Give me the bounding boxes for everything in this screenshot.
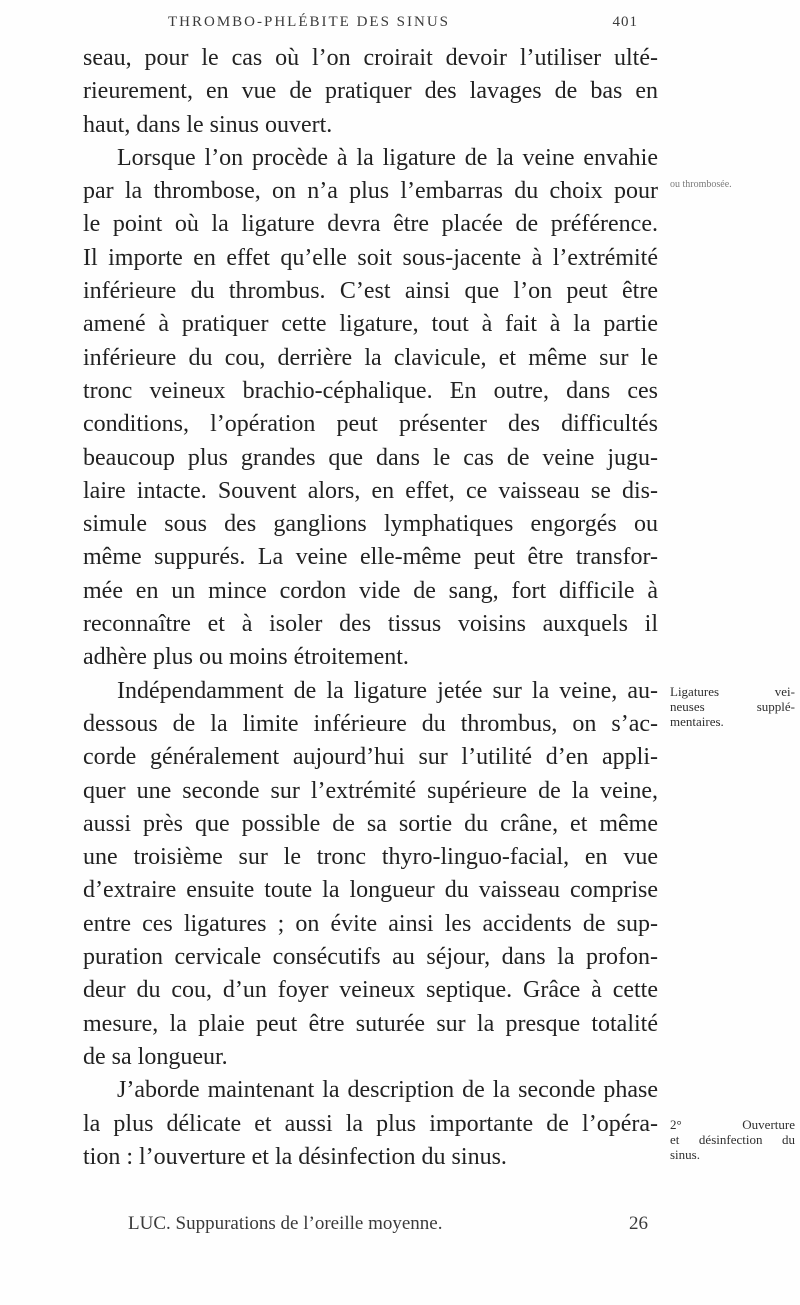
text-line: reconnaître et à isoler des tissus voisins auxquels il	[83, 611, 658, 638]
margin-note-line: sinus.	[670, 1147, 700, 1162]
text-line: une troisième sur le tronc thyro-linguo-facial, en vue	[83, 844, 658, 871]
text-line: haut, dans le sinus ouvert.	[83, 111, 333, 138]
text-line: puration cervicale consécutifs au séjour, dans la profon-	[83, 944, 658, 971]
text-line: le point où la ligature devra être placée de préférence.	[83, 211, 658, 238]
margin-note-ligatures	[670, 684, 795, 729]
page-number: 401	[612, 14, 638, 30]
margin-note-thrombosee	[670, 177, 795, 192]
text-line: tronc veineux brachio-céphalique. En outre, dans ces	[83, 377, 658, 404]
text-line: seau, pour le cas où l’on croirait devoir l’utiliser ulté-	[83, 45, 658, 71]
text-line: mesure, la plaie peut être suturée sur la presque totalité	[83, 1010, 658, 1037]
text-line: Il importe en effet qu’elle soit sous-jacente à l’extrémité	[83, 244, 658, 271]
text-line: Lorsque l’on procède à la ligature de la veine envahie	[117, 144, 658, 171]
text-line: beaucoup plus grandes que dans le cas de veine jugu-	[83, 444, 658, 471]
margin-note-line: neuses supplé-	[670, 699, 795, 714]
text-line: quer une seconde sur l’extrémité supérieure de la veine,	[83, 777, 658, 804]
text-line: d’extraire ensuite toute la longueur du vaisseau comprise	[83, 877, 658, 904]
text-line: par la thrombose, on n’a plus l’embarras du choix pour	[83, 178, 658, 205]
text-line: rieurement, en vue de pratiquer des lavages de bas en	[83, 78, 658, 105]
margin-note-ouverture	[670, 1117, 795, 1162]
footer-signature	[128, 1213, 648, 1235]
text-line: deur du cou, d’un foyer veineux septique. Grâce à cette	[83, 977, 658, 1004]
signature-text: LUC. Suppurations de l’oreille moyenne.	[128, 1213, 443, 1234]
text-line: inférieure du thrombus. C’est ainsi que l’on peut être	[83, 278, 658, 305]
text-line: laire intacte. Souvent alors, en effet, ce vaisseau se dis-	[83, 477, 658, 504]
margin-note-line: 2° Ouverture	[670, 1117, 795, 1132]
margin-note-line: ou thrombosée.	[670, 179, 732, 190]
text-line: mée en un mince cordon vide de sang, fort difficile à	[83, 577, 658, 604]
text-line: dessous de la limite inférieure du thrombus, on s’ac-	[83, 710, 658, 737]
running-title: THROMBO-PHLÉBITE DES SINUS	[168, 14, 451, 30]
text-line: entre ces ligatures ; on évite ainsi les accidents de sup-	[83, 910, 658, 937]
text-line: Indépendamment de la ligature jetée sur la veine, au-	[117, 677, 658, 704]
text-line: adhère plus ou moins étroitement.	[83, 644, 409, 671]
text-line: tion : l’ouverture et la désinfection du sinus.	[83, 1143, 507, 1170]
body-text	[83, 42, 658, 1174]
margin-note-line: Ligatures vei-	[670, 684, 795, 699]
text-line: conditions, l’opération peut présenter des difficultés	[83, 411, 658, 438]
text-line: la plus délicate et aussi la plus importante de l’opéra-	[83, 1110, 658, 1137]
running-head	[168, 14, 638, 31]
margin-note-line: et désinfection du	[670, 1132, 795, 1147]
text-line: amené à pratiquer cette ligature, tout à fait à la partie	[83, 311, 658, 338]
margin-note-line: mentaires.	[670, 714, 724, 729]
text-line: corde généralement aujourd’hui sur l’utilité d’en appli-	[83, 744, 658, 771]
text-line: même suppurés. La veine elle-même peut être transfor-	[83, 544, 658, 571]
signature-number: 26	[629, 1213, 648, 1234]
text-line: inférieure du cou, derrière la clavicule, et même sur le	[83, 344, 658, 371]
text-line: aussi près que possible de sa sortie du crâne, et même	[83, 810, 658, 837]
text-line: J’aborde maintenant la description de la seconde phase	[117, 1077, 658, 1104]
text-line: de sa longueur.	[83, 1043, 228, 1070]
text-line: simule sous des ganglions lymphatiques engorgés ou	[83, 511, 658, 538]
